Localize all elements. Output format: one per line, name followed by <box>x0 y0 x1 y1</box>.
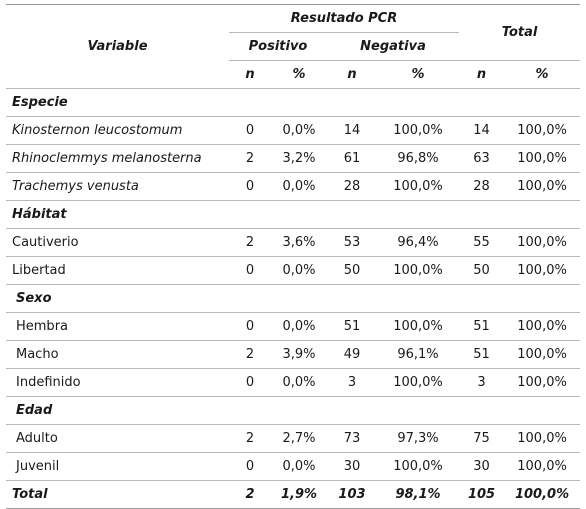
positivo-pct: 2,7% <box>271 425 327 453</box>
positivo-pct: 3,9% <box>271 341 327 369</box>
table-row <box>6 341 580 369</box>
total-positivo-pct: 1,9% <box>271 481 327 509</box>
negativa-pct: 96,1% <box>377 341 459 369</box>
total-total-pct: 100,0% <box>504 481 580 509</box>
table-row <box>6 145 580 173</box>
total-n: 28 <box>459 173 504 201</box>
total-row-label: Total <box>6 481 229 509</box>
total-n-header: n <box>459 61 504 89</box>
row-label: Trachemys venusta <box>6 173 229 201</box>
table-row <box>6 425 580 453</box>
total-pct: 100,0% <box>504 341 580 369</box>
total-total-n: 105 <box>459 481 504 509</box>
total-pct: 100,0% <box>504 425 580 453</box>
resultado-pcr-header: Resultado PCR <box>229 5 459 33</box>
negativa-pct: 100,0% <box>377 257 459 285</box>
row-label: Macho <box>6 341 229 369</box>
section-title-habitat: Hábitat <box>6 201 580 229</box>
total-n: 51 <box>459 341 504 369</box>
table-row <box>6 313 580 341</box>
negativa-pct: 100,0% <box>377 453 459 481</box>
total-pct: 100,0% <box>504 453 580 481</box>
negativa-pct: 100,0% <box>377 313 459 341</box>
negativa-n: 49 <box>327 341 377 369</box>
positivo-header: Positivo <box>229 33 327 61</box>
positivo-n: 2 <box>229 341 271 369</box>
negativa-pct: 96,4% <box>377 229 459 257</box>
positivo-n: 0 <box>229 257 271 285</box>
total-n: 55 <box>459 229 504 257</box>
total-negativa-n: 103 <box>327 481 377 509</box>
negativa-pct: 100,0% <box>377 173 459 201</box>
total-pct: 100,0% <box>504 229 580 257</box>
total-row <box>6 481 580 509</box>
total-pct: 100,0% <box>504 257 580 285</box>
table-row <box>6 369 580 397</box>
negativa-pct-header: % <box>377 61 459 89</box>
positivo-pct: 0,0% <box>271 453 327 481</box>
table-row <box>6 117 580 145</box>
row-label: Kinosternon leucostomum <box>6 117 229 145</box>
negativa-n: 3 <box>327 369 377 397</box>
positivo-n-header: n <box>229 61 271 89</box>
negativa-n: 14 <box>327 117 377 145</box>
positivo-n: 2 <box>229 145 271 173</box>
variable-header: Variable <box>6 5 229 89</box>
negativa-header: Negativa <box>327 33 459 61</box>
row-label: Indefinido <box>6 369 229 397</box>
total-pct: 100,0% <box>504 313 580 341</box>
row-label: Rhinoclemmys melanosterna <box>6 145 229 173</box>
row-label: Libertad <box>6 257 229 285</box>
total-pct-header: % <box>504 61 580 89</box>
row-label: Adulto <box>6 425 229 453</box>
total-n: 50 <box>459 257 504 285</box>
positivo-pct: 0,0% <box>271 117 327 145</box>
total-header: Total <box>459 5 580 61</box>
row-label: Cautiverio <box>6 229 229 257</box>
positivo-n: 0 <box>229 117 271 145</box>
pcr-results-table <box>6 4 580 509</box>
negativa-n: 28 <box>327 173 377 201</box>
negativa-n: 73 <box>327 425 377 453</box>
section-title-edad: Edad <box>6 397 580 425</box>
total-positivo-n: 2 <box>229 481 271 509</box>
negativa-n: 61 <box>327 145 377 173</box>
total-n: 51 <box>459 313 504 341</box>
total-pct: 100,0% <box>504 369 580 397</box>
total-n: 3 <box>459 369 504 397</box>
positivo-pct: 0,0% <box>271 313 327 341</box>
row-label: Hembra <box>6 313 229 341</box>
positivo-pct: 0,0% <box>271 257 327 285</box>
total-n: 14 <box>459 117 504 145</box>
positivo-pct: 0,0% <box>271 369 327 397</box>
table-row <box>6 257 580 285</box>
positivo-n: 0 <box>229 453 271 481</box>
negativa-n: 30 <box>327 453 377 481</box>
negativa-pct: 100,0% <box>377 117 459 145</box>
total-pct: 100,0% <box>504 117 580 145</box>
table-row <box>6 173 580 201</box>
negativa-n: 53 <box>327 229 377 257</box>
total-pct: 100,0% <box>504 145 580 173</box>
total-n: 63 <box>459 145 504 173</box>
positivo-n: 2 <box>229 229 271 257</box>
positivo-pct: 0,0% <box>271 173 327 201</box>
table-row <box>6 453 580 481</box>
positivo-pct-header: % <box>271 61 327 89</box>
positivo-n: 2 <box>229 425 271 453</box>
total-n: 75 <box>459 425 504 453</box>
section-title-sexo: Sexo <box>6 285 580 313</box>
negativa-pct: 97,3% <box>377 425 459 453</box>
negativa-pct: 96,8% <box>377 145 459 173</box>
positivo-n: 0 <box>229 173 271 201</box>
positivo-n: 0 <box>229 369 271 397</box>
section-title-especie: Especie <box>6 89 580 117</box>
positivo-pct: 3,2% <box>271 145 327 173</box>
total-n: 30 <box>459 453 504 481</box>
negativa-n: 51 <box>327 313 377 341</box>
negativa-n-header: n <box>327 61 377 89</box>
row-label: Juvenil <box>6 453 229 481</box>
table-row <box>6 229 580 257</box>
negativa-n: 50 <box>327 257 377 285</box>
positivo-pct: 3,6% <box>271 229 327 257</box>
positivo-n: 0 <box>229 313 271 341</box>
total-pct: 100,0% <box>504 173 580 201</box>
total-negativa-pct: 98,1% <box>377 481 459 509</box>
negativa-pct: 100,0% <box>377 369 459 397</box>
